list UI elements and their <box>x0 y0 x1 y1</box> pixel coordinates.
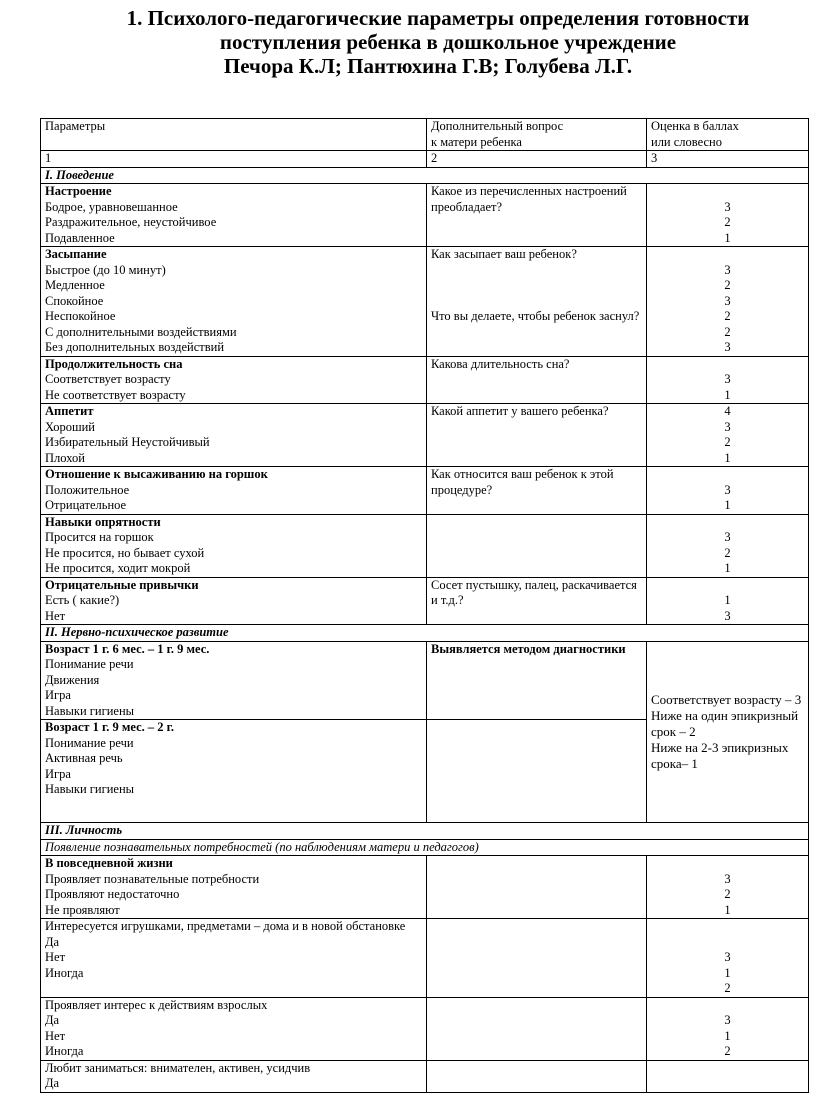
section-neuro: II. Нервно-психическое развитие <box>41 625 809 642</box>
neatness-params: Навыки опрятности Просится на горшок Не просится, но бывает сухой Не просится, ходит мокрой <box>41 514 427 577</box>
title-authors: Печора К.Л; Пантюхина Г.В; Голубева Л.Г. <box>223 54 633 78</box>
diagnostic-method: Выявляется методом диагностики <box>427 641 647 720</box>
table-row <box>41 514 809 577</box>
potty-params: Отношение к высаживанию на горшок Положительное Отрицательное <box>41 467 427 515</box>
appetite-question: Какой аппетит у вашего ребенка? <box>427 404 647 467</box>
table-row <box>41 577 809 625</box>
toys-question <box>427 919 647 998</box>
habits-scores: 1 3 <box>647 577 809 625</box>
age1-params: Возраст 1 г. 6 мес. – 1 г. 9 мес. Понимание речи Движения Игра Навыки гигиены <box>41 641 427 720</box>
section-row <box>41 167 809 184</box>
column-number-1: 1 <box>41 151 427 168</box>
title-line-1: 1. Психолого-педагогические параметры определения готовности <box>126 6 750 30</box>
likes-question <box>427 1060 647 1092</box>
neatness-question <box>427 514 647 577</box>
daily-scores: 3 2 1 <box>647 856 809 919</box>
potty-scores: 3 1 <box>647 467 809 515</box>
document-title <box>0 6 816 78</box>
mood-heading: Настроение <box>45 184 112 198</box>
sleep-scores: 3 2 3 2 2 3 <box>647 247 809 357</box>
toys-params: Интересуется игрушками, предметами – дома и в новой обстановке Да Нет Иногда <box>41 919 427 998</box>
table-row <box>41 184 809 247</box>
header-question: Дополнительный вопрос к матери ребенка <box>427 119 647 151</box>
appetite-params: Аппетит Хороший Избирательный Неустойчивый Плохой <box>41 404 427 467</box>
likes-scores <box>647 1060 809 1092</box>
table-row <box>41 856 809 919</box>
list-item: Бодрое, уравновешанное <box>45 199 178 214</box>
table-row <box>41 997 809 1060</box>
section-row <box>41 823 809 840</box>
table-row <box>41 247 809 357</box>
header-score: Оценка в баллах или словесно <box>647 119 809 151</box>
header-parameters: Параметры <box>41 119 427 151</box>
column-number-3: 3 <box>647 151 809 168</box>
age2-params: Возраст 1 г. 9 мес. – 2 г. Понимание речи Активная речь Игра Навыки гигиены <box>41 720 427 823</box>
table-header-row <box>41 119 809 151</box>
likes-params: Любит заниматься: внимателен, активен, усидчив Да <box>41 1060 427 1092</box>
section-behavior: I. Поведение <box>41 167 809 184</box>
table-row <box>41 641 809 720</box>
list-item: Подавленное <box>45 230 115 245</box>
duration-question: Какова длительность сна? <box>427 356 647 404</box>
table-row <box>41 356 809 404</box>
list-item: Раздражительное, неустойчивое <box>45 215 217 229</box>
column-number-row <box>41 151 809 168</box>
section-personality: III. Личность <box>41 823 809 840</box>
title-line-2: поступления ребенка в дошкольное учреждение <box>219 30 677 54</box>
adults-params: Проявляет интерес к действиям взрослых Да Нет Иногда <box>41 997 427 1060</box>
appetite-scores: 4 3 2 1 <box>647 404 809 467</box>
neatness-scores: 3 2 1 <box>647 514 809 577</box>
habits-params: Отрицательные привычки Есть ( какие?) Нет <box>41 577 427 625</box>
parameters-table <box>40 118 809 1093</box>
daily-params: В повседневной жизни Проявляет познавательные потребности Проявляют недостаточно Не проявляют <box>41 856 427 919</box>
column-number-2: 2 <box>427 151 647 168</box>
adults-scores: 3 1 2 <box>647 997 809 1060</box>
duration-scores: 3 1 <box>647 356 809 404</box>
daily-question <box>427 856 647 919</box>
subsection-row <box>41 839 809 856</box>
table-row <box>41 919 809 998</box>
sleep-params: Засыпание Быстрое (до 10 минут) Медленное Спокойное Неспокойное С дополнительными воздействиями Без дополнительных воздействий <box>41 247 427 357</box>
sleep-question: Как засыпает ваш ребенок? Что вы делаете, чтобы ребенок заснул? <box>427 247 647 357</box>
mood-scores: 3 2 1 <box>647 184 809 247</box>
table-row <box>41 404 809 467</box>
age2-question <box>427 720 647 823</box>
development-scores: Соответствует возрасту – 3 Ниже на один эпикризный срок – 2 Ниже на 2-3 эпикризных срока– 1 <box>647 641 809 823</box>
mood-question: Какое из перечисленных настроений преобладает? <box>427 184 647 247</box>
cognitive-needs: Появление познавательных потребностей (по наблюдениям матери и педагогов) <box>41 839 809 856</box>
adults-question <box>427 997 647 1060</box>
toys-scores: 3 1 2 <box>647 919 809 998</box>
duration-params: Продолжительность сна Соответствует возрасту Не соответствует возрасту <box>41 356 427 404</box>
habits-question: Сосет пустышку, палец, раскачивается и т.д.? <box>427 577 647 625</box>
table-row <box>41 1060 809 1092</box>
potty-question: Как относится ваш ребенок к этой процедуре? <box>427 467 647 515</box>
mood-params <box>41 184 427 247</box>
section-row <box>41 625 809 642</box>
table-row <box>41 467 809 515</box>
